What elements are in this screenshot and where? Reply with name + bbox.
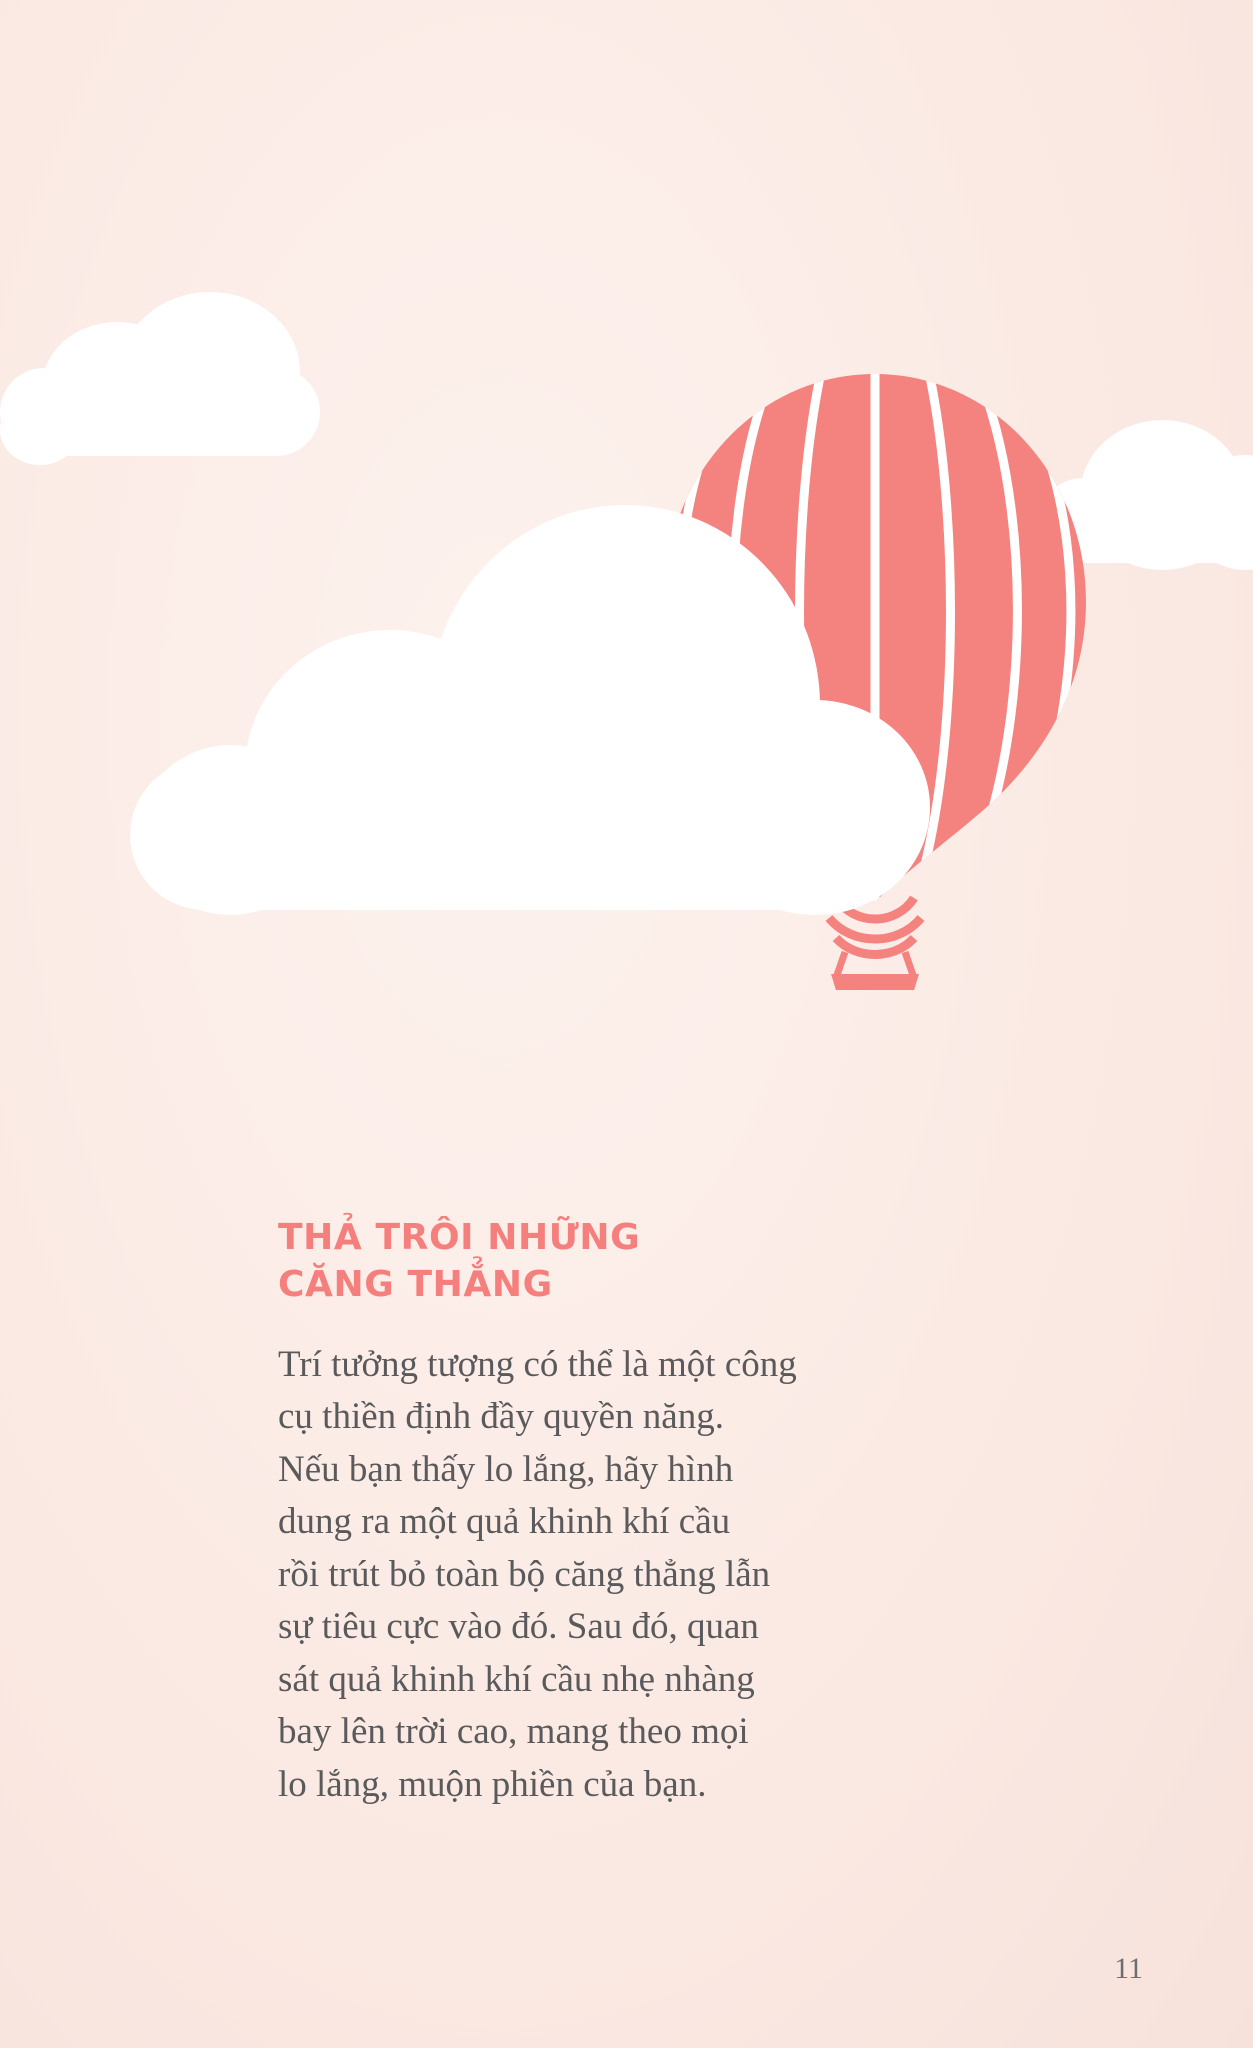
page-number: 11 — [1114, 1952, 1143, 1985]
cloud-shape — [120, 292, 300, 452]
cloud-shape — [0, 395, 80, 465]
page-title — [278, 1215, 998, 1309]
body-line: lo lắng, muộn phiền của bạn. — [278, 1763, 707, 1805]
body-line: bay lên trời cao, mang theo mọi — [278, 1711, 749, 1753]
body-line: dung ra một quả khinh khí cầu — [278, 1501, 731, 1543]
body-line: Trí tưởng tượng có thể là một công — [278, 1343, 797, 1385]
page-title-line: CĂNG THẲNG — [278, 1263, 553, 1305]
page-title-line: THẢ TRÔI NHỮNG — [278, 1217, 641, 1258]
body-line: sát quả khinh khí cầu nhẹ nhàng — [278, 1658, 755, 1700]
body-line: rồi trút bỏ toàn bộ căng thẳng lẫn — [278, 1553, 771, 1595]
cloud-shape — [700, 700, 930, 915]
illustration-area — [0, 0, 1253, 1000]
body-paragraph — [278, 1339, 998, 1812]
body-line: Nếu bạn thấy lo lắng, hãy hình — [278, 1448, 734, 1490]
body-line: cụ thiền định đầy quyền năng. — [278, 1396, 724, 1438]
text-content — [278, 1215, 998, 1811]
cloud-shape — [140, 745, 320, 915]
body-line: sự tiêu cực vào đó. Sau đó, quan — [278, 1606, 759, 1648]
